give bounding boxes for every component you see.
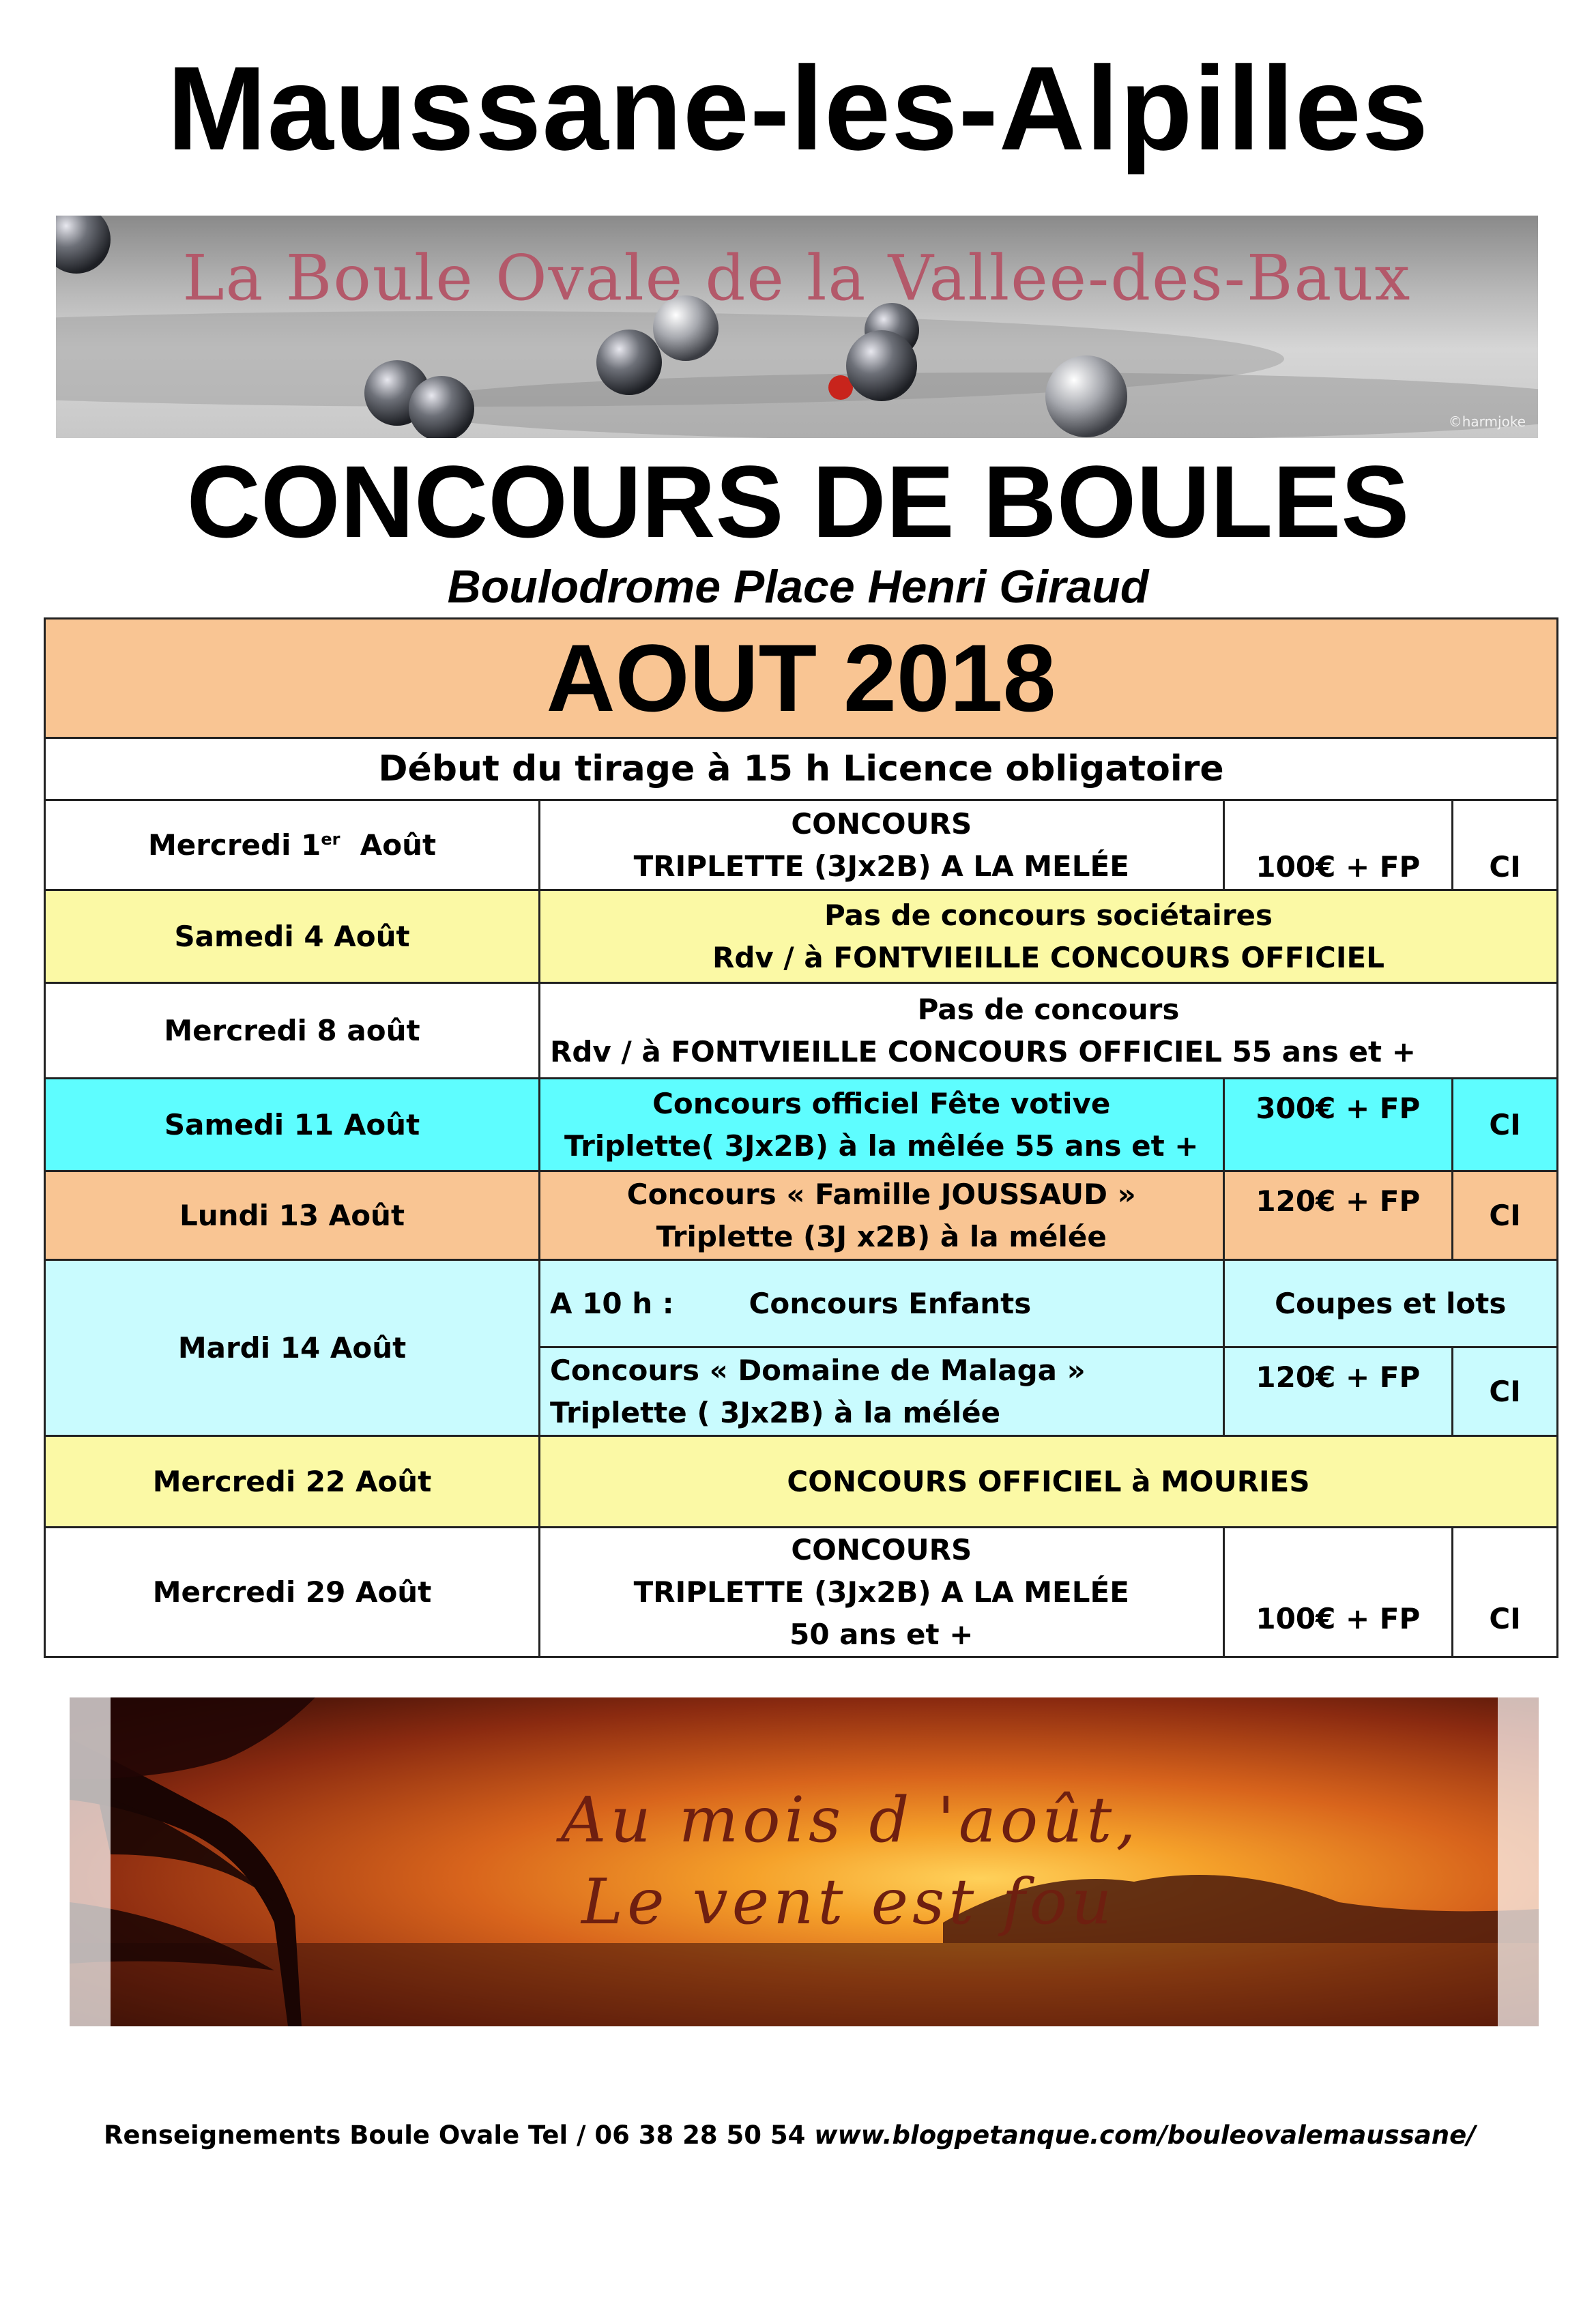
- row-category: CI: [1453, 1171, 1558, 1260]
- sunset-illustration: [70, 1697, 1539, 2026]
- row-prize: 100€ + FP: [1223, 1528, 1453, 1657]
- footer-info: Renseignements Boule Ovale Tel / 06 38 28 50 54: [104, 2120, 806, 2150]
- row-date: Mercredi 22 Août: [45, 1436, 540, 1528]
- row-date: Mercredi 29 Août: [45, 1528, 540, 1657]
- row-category: CI: [1453, 1528, 1558, 1657]
- schedule-row: [45, 1528, 1558, 1657]
- sunset-poem: [561, 1779, 1140, 1943]
- month-title: AOUT 2018: [45, 619, 1558, 738]
- schedule-row: [45, 1260, 1558, 1347]
- schedule-row: [45, 1171, 1558, 1260]
- footer-url[interactable]: www.blogpetanque.com/bouleovalemaussane/: [814, 2120, 1476, 2150]
- row-date: Mercredi 1er Août: [45, 800, 540, 890]
- row-event: Concours « Domaine de Malaga » Triplette ( 3Jx2B) à la mélée: [540, 1347, 1224, 1436]
- row-event: CONCOURS TRIPLETTE (3Jx2B) A LA MELÉE 50 ans et +: [540, 1528, 1224, 1657]
- headline: CONCOURS DE BOULES: [186, 444, 1410, 559]
- row-date: Samedi 4 Août: [45, 890, 540, 983]
- banner-title: La Boule Ovale de la Vallee-des-Baux: [182, 242, 1412, 315]
- row-date: Lundi 13 Août: [45, 1171, 540, 1260]
- row-category: CI: [1453, 1079, 1558, 1171]
- footer: [104, 2120, 1476, 2150]
- schedule-row: [45, 1436, 1558, 1528]
- schedule-table: [44, 617, 1558, 1658]
- poem-line-2: Le vent est fou: [581, 1865, 1116, 1938]
- row-prize: 120€ + FP: [1223, 1347, 1453, 1436]
- row-prize: 300€ + FP: [1223, 1079, 1453, 1171]
- row-prize: 120€ + FP: [1223, 1171, 1453, 1260]
- schedule-row: [45, 800, 1558, 890]
- draw-info: Début du tirage à 15 h Licence obligatoire: [45, 738, 1558, 800]
- row-prize-kids: Coupes et lots: [1223, 1260, 1557, 1347]
- town-title: Maussane-les-Alpilles: [166, 42, 1430, 175]
- schedule-row: [45, 983, 1558, 1079]
- poem-line-1: Au mois d 'août,: [561, 1783, 1140, 1856]
- draw-info-row: [45, 738, 1558, 800]
- row-event: Concours « Famille JOUSSAUD » Triplette (3J x2B) à la mélée: [540, 1171, 1224, 1260]
- schedule-row: [45, 1079, 1558, 1171]
- row-event: CONCOURS TRIPLETTE (3Jx2B) A LA MELÉE: [540, 800, 1224, 890]
- schedule-row: [45, 890, 1558, 983]
- row-event: Pas de concours sociétaires Rdv / à FONTVIEILLE CONCOURS OFFICIEL: [540, 890, 1558, 983]
- banner-watermark: ©harmjoke: [1448, 413, 1526, 430]
- row-event-kids: A 10 h : Concours Enfants: [540, 1260, 1224, 1347]
- month-row: [45, 619, 1558, 738]
- row-date: Mercredi 8 août: [45, 983, 540, 1079]
- venue: Boulodrome Place Henri Giraud: [447, 561, 1149, 613]
- row-date: Samedi 11 Août: [45, 1079, 540, 1171]
- club-banner: [56, 216, 1538, 438]
- row-event: CONCOURS OFFICIEL à MOURIES: [540, 1436, 1558, 1528]
- row-event: Concours officiel Fête votive Triplette( 3Jx2B) à la mêlée 55 ans et +: [540, 1079, 1224, 1171]
- row-event: Pas de concours Rdv / à FONTVIEILLE CONCOURS OFFICIEL 55 ans et +: [540, 983, 1558, 1079]
- row-category: CI: [1453, 1347, 1558, 1436]
- row-category: CI: [1453, 800, 1558, 890]
- row-date: Mardi 14 Août: [45, 1260, 540, 1436]
- row-prize: 100€ + FP: [1223, 800, 1453, 890]
